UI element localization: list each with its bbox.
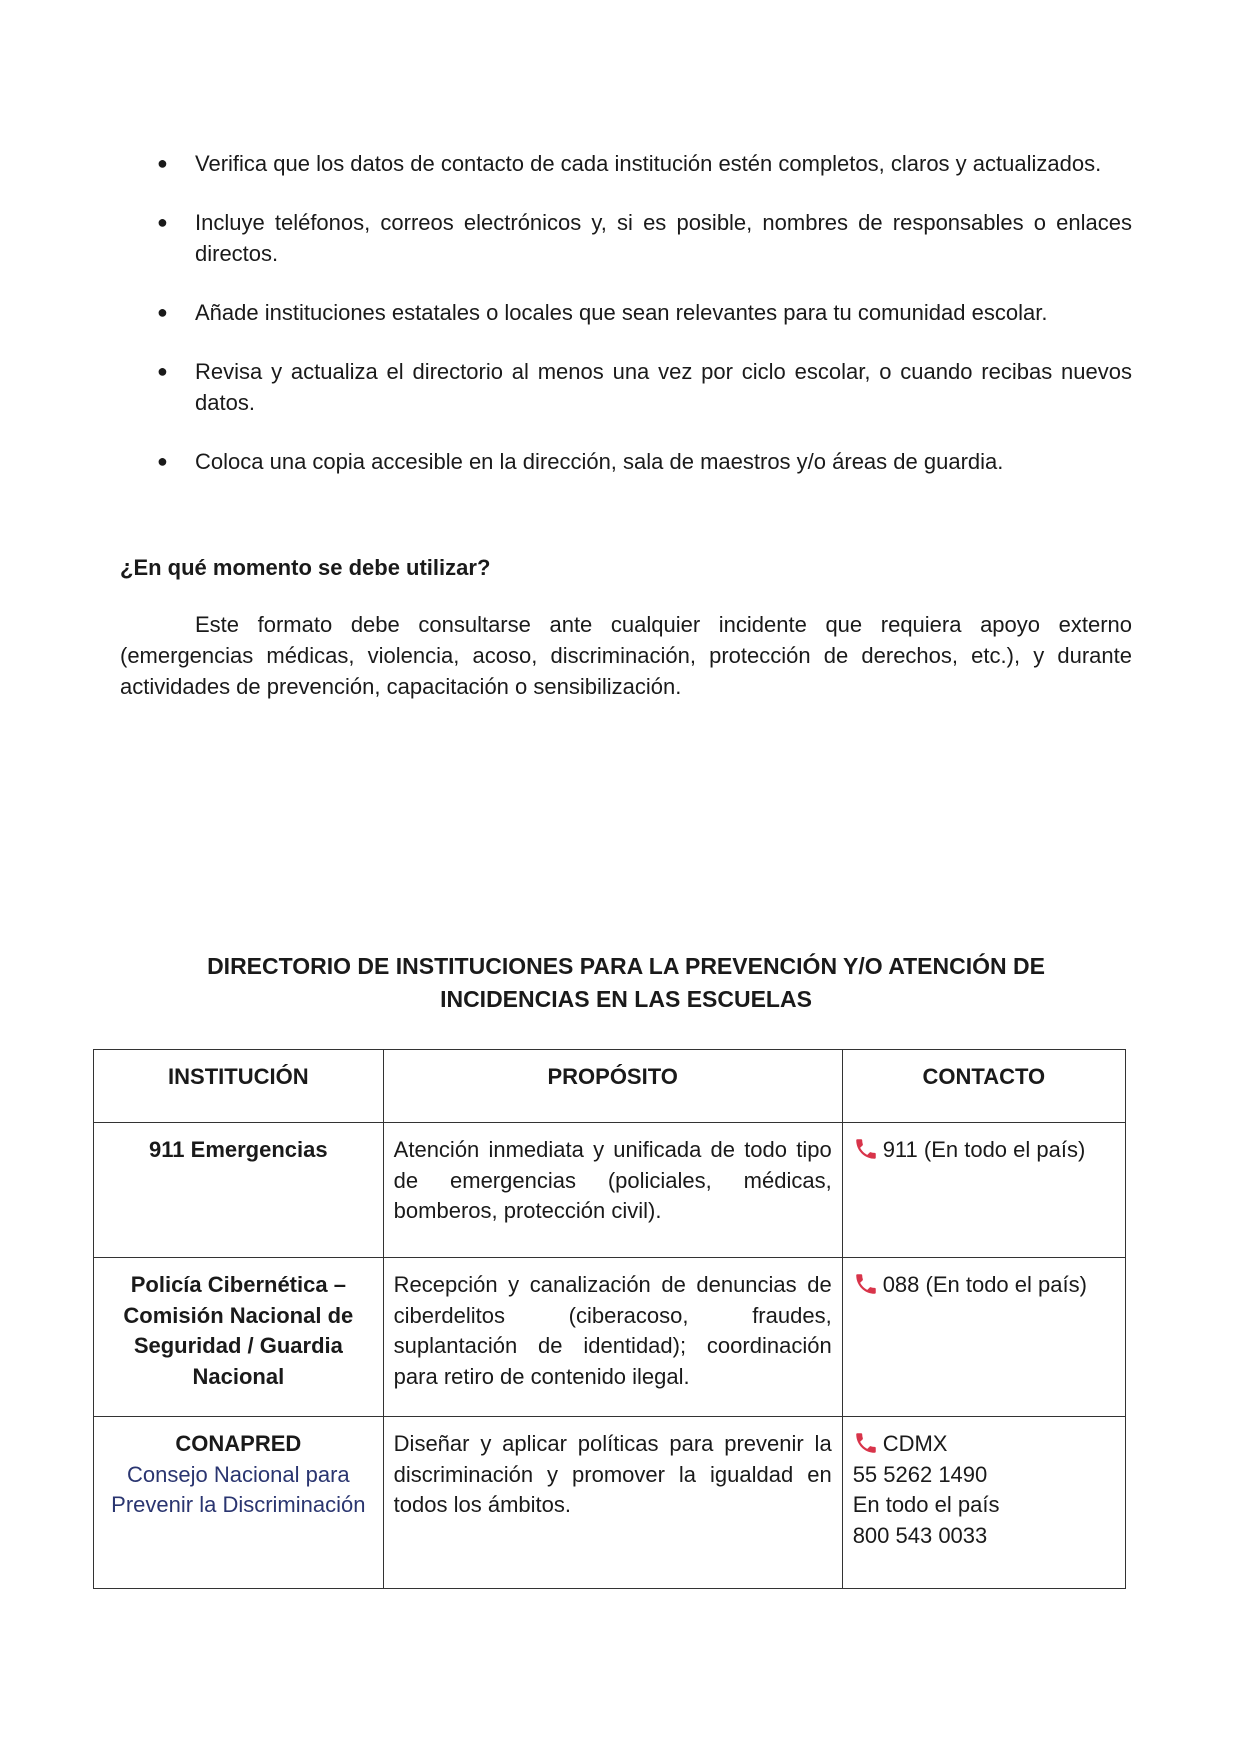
bullet-text: Coloca una copia accesible en la dirección, sala de maestros y/o áreas de guardia. [195, 449, 1004, 474]
institution-cell [94, 1417, 384, 1589]
bullet-item [120, 148, 1132, 179]
usage-paragraph: Este formato debe consultarse ante cualquier incidente que requiera apoyo externo (emergencias médicas, violencia, acoso, discriminación, protección de derechos, etc.), y durante actividades de prevención, capacitación o sensibilización. [120, 612, 1132, 699]
directory-table [93, 1049, 1126, 1589]
directory-title-line1: DIRECTORIO DE INSTITUCIONES PARA LA PREVENCIÓN Y/O ATENCIÓN DE [207, 953, 1045, 979]
phone-icon [853, 1271, 879, 1297]
bullet-item [120, 446, 1132, 477]
phone-icon [853, 1430, 879, 1456]
purpose-cell: Diseñar y aplicar políticas para prevenir la discriminación y promover la igualdad en todos los ámbitos. [383, 1417, 842, 1589]
bullet-dot-icon: ● [157, 302, 168, 322]
bullet-dot-icon: ● [157, 451, 168, 471]
bullet-item [120, 297, 1132, 328]
bullet-text: Revisa y actualiza el directorio al menos una vez por ciclo escolar, o cuando recibas nuevos datos. [195, 359, 1132, 415]
contact-line [853, 1429, 1115, 1460]
institution-cell: Policía Cibernética – Comisión Nacional de Seguridad / Guardia Nacional [94, 1258, 384, 1417]
contact-label-cdmx: CDMX [882, 1431, 948, 1456]
bullet-text: Incluye teléfonos, correos electrónicos y, si es posible, nombres de responsables o enlaces directos. [195, 210, 1132, 266]
bullet-item [120, 207, 1132, 269]
bullet-text: Verifica que los datos de contacto de cada institución estén completos, claros y actualizados. [195, 151, 1102, 176]
contact-phone: 088 (En todo el país) [882, 1272, 1087, 1297]
institution-full-name: Consejo Nacional para Prevenir la Discriminación [111, 1461, 366, 1517]
bullet-dot-icon: ● [157, 212, 168, 232]
institution-acronym: CONAPRED [175, 1431, 302, 1456]
contact-label-national: En todo el país [852, 1492, 1000, 1517]
table-row [94, 1258, 1126, 1417]
phone-icon [853, 1136, 879, 1162]
institution-cell: 911 Emergencias [94, 1123, 384, 1258]
header-contact: CONTACTO [842, 1050, 1125, 1123]
contact-phone: 911 (En todo el país) [882, 1137, 1086, 1162]
bullet-text: Añade instituciones estatales o locales que sean relevantes para tu comunidad escolar. [195, 300, 1048, 325]
directory-title-line2: INCIDENCIAS EN LAS ESCUELAS [440, 986, 812, 1012]
contact-line [853, 1135, 1115, 1166]
contact-phone-cdmx: 55 5262 1490 [852, 1461, 988, 1487]
header-institution: INSTITUCIÓN [94, 1050, 384, 1123]
contact-line [853, 1270, 1115, 1301]
directory-title [120, 950, 1132, 1016]
bullet-item [120, 356, 1132, 418]
contact-cell [842, 1417, 1125, 1589]
table-header-row [94, 1050, 1126, 1123]
table-row [94, 1417, 1126, 1589]
bullet-dot-icon: ● [157, 153, 168, 173]
contact-cell [842, 1258, 1125, 1417]
bullet-list [120, 148, 1132, 505]
usage-question-heading: ¿En qué momento se debe utilizar? [120, 555, 491, 580]
purpose-cell: Recepción y canalización de denuncias de ciberdelitos (ciberacoso, fraudes, suplantación de identidad); coordinación para retiro de contenido ilegal. [383, 1258, 842, 1417]
header-purpose: PROPÓSITO [383, 1050, 842, 1123]
purpose-cell: Atención inmediata y unificada de todo tipo de emergencias (policiales, médicas, bomberos, protección civil). [383, 1123, 842, 1258]
contact-cell [842, 1123, 1125, 1258]
contact-phone-national: 800 543 0033 [852, 1522, 988, 1548]
table-row [94, 1123, 1126, 1258]
bullet-dot-icon: ● [157, 361, 168, 381]
